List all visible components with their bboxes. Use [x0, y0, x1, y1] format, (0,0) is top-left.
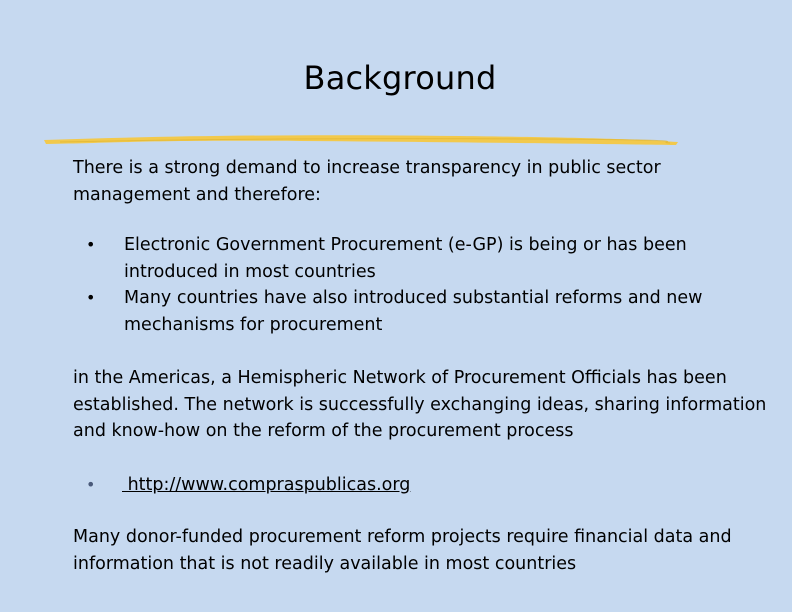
bullet-icon: • — [86, 235, 96, 254]
intro-paragraph: There is a strong demand to increase transparency in public sector management and therefore: — [73, 158, 661, 205]
bullet-list — [86, 232, 766, 338]
closing-paragraph: Many donor-funded procurement reform projects require financial data and information that is not readily available in most countries — [73, 527, 732, 574]
slide-title: Background — [303, 59, 497, 97]
list-item — [86, 232, 766, 285]
list-item — [86, 285, 766, 338]
title-underline — [40, 130, 682, 150]
bullet-text: Many countries have also introduced substantial reforms and new mechanisms for procurement — [124, 288, 703, 335]
bullet-icon: • — [86, 288, 96, 307]
bullet-text: Electronic Government Procurement (e-GP) is being or has been introduced in most countries — [124, 235, 687, 282]
compraspublicas-link[interactable]: http://www.compraspublicas.org — [122, 475, 411, 495]
americas-paragraph: in the Americas, a Hemispheric Network of Procurement Officials has been established. The network is successfully exchanging ideas, sharing information and know-how on the reform of the procurement process — [73, 368, 767, 441]
bullet-icon: • — [86, 475, 96, 494]
